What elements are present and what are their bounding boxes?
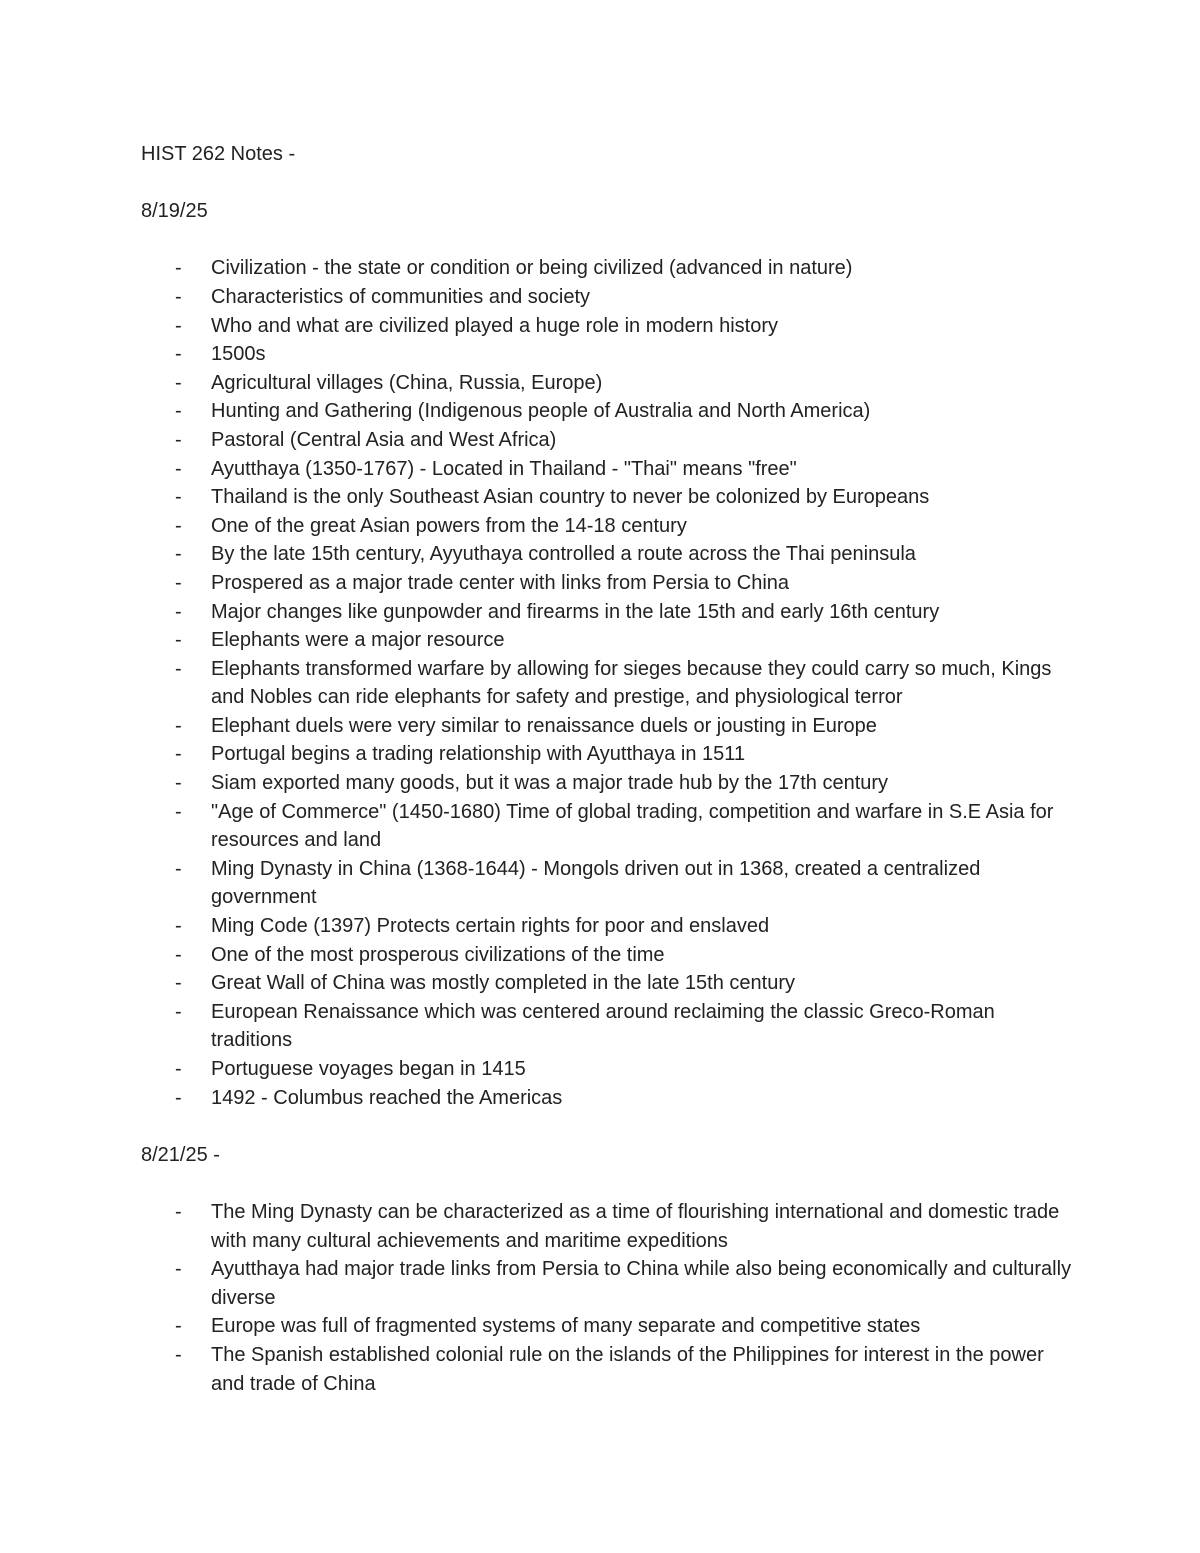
bullet-dash: - [175, 343, 182, 366]
list-item [141, 340, 1081, 369]
list-item [141, 455, 1081, 484]
list-item-text: One of the most prosperous civilizations of the time [211, 943, 665, 966]
list-item-text: Civilization - the state or condition or being civilized (advanced in nature) [211, 257, 853, 280]
bullet-dash: - [175, 915, 182, 938]
list-item-text: Great Wall of China was mostly completed in the late 15th century [211, 972, 795, 995]
list-item [141, 655, 1081, 712]
list-item-text: Siam exported many goods, but it was a major trade hub by the 17th century [211, 772, 889, 795]
list-item [141, 483, 1081, 512]
list-item-text: Elephants transformed warfare by allowing for sieges because they could carry so much, Kings and Nobles can ride elephants for safety and prestige, and physiological terror [211, 657, 1052, 709]
list-item [141, 740, 1081, 769]
bullet-dash: - [175, 743, 182, 766]
bullet-dash: - [175, 943, 182, 966]
bullet-dash: - [175, 857, 182, 880]
bullet-dash: - [175, 1086, 182, 1109]
list-item [141, 254, 1081, 283]
list-item [141, 397, 1081, 426]
list-item [141, 512, 1081, 541]
list-item-text: Thailand is the only Southeast Asian country to never be colonized by Europeans [211, 486, 930, 509]
list-item [141, 569, 1081, 598]
bullet-dash: - [175, 371, 182, 394]
notes-list [141, 254, 1081, 1112]
list-item [141, 598, 1081, 627]
list-item-text: Characteristics of communities and society [211, 285, 591, 308]
list-item [141, 941, 1081, 970]
list-item [141, 312, 1081, 341]
bullet-dash: - [175, 1258, 182, 1281]
bullet-dash: - [175, 257, 182, 280]
list-item-text: One of the great Asian powers from the 14-18 century [211, 514, 687, 537]
section-date: 8/21/25 - [141, 1143, 220, 1166]
bullet-dash: - [175, 457, 182, 480]
list-item-text: Major changes like gunpowder and firearms in the late 15th and early 16th century [211, 600, 940, 623]
list-item-text: 1492 - Columbus reached the Americas [211, 1086, 563, 1109]
bullet-dash: - [175, 1000, 182, 1023]
list-item-text: Hunting and Gathering (Indigenous people of Australia and North America) [211, 400, 871, 423]
list-item-text: "Age of Commerce" (1450-1680) Time of global trading, competition and warfare in S.E Asia for resources and land [211, 800, 1054, 852]
list-item [141, 712, 1081, 741]
list-item [141, 540, 1081, 569]
bullet-dash: - [175, 1343, 182, 1366]
bullet-dash: - [175, 1200, 182, 1223]
list-item [141, 1255, 1081, 1312]
list-item-text: The Spanish established colonial rule on the islands of the Philippines for interest in the power and trade of China [211, 1343, 1044, 1395]
list-item-text: Elephant duels were very similar to renaissance duels or jousting in Europe [211, 714, 877, 737]
bullet-dash: - [175, 486, 182, 509]
bullet-dash: - [175, 629, 182, 652]
list-item-text: Ming Code (1397) Protects certain rights for poor and enslaved [211, 915, 770, 938]
list-item [141, 1084, 1081, 1113]
list-item-text: Portugal begins a trading relationship with Ayutthaya in 1511 [211, 743, 746, 766]
list-item-text: Elephants were a major resource [211, 629, 505, 652]
bullet-dash: - [175, 285, 182, 308]
list-item [141, 969, 1081, 998]
list-item-text: Ayutthaya had major trade links from Persia to China while also being economically and culturally diverse [211, 1258, 1072, 1309]
bullet-dash: - [175, 772, 182, 795]
section-date: 8/19/25 [141, 200, 208, 223]
list-item-text: Agricultural villages (China, Russia, Europe) [211, 371, 603, 394]
bullet-dash: - [175, 400, 182, 423]
list-item-text: Ayutthaya (1350-1767) - Located in Thailand - "Thai" means "free" [211, 457, 797, 480]
list-item [141, 912, 1081, 941]
bullet-dash: - [175, 1315, 182, 1338]
list-item [141, 855, 1081, 912]
list-item [141, 1198, 1081, 1255]
document-content [141, 140, 1081, 1398]
bullet-dash: - [175, 428, 182, 451]
bullet-dash: - [175, 972, 182, 995]
list-item [141, 626, 1081, 655]
list-item [141, 1055, 1081, 1084]
bullet-dash: - [175, 600, 182, 623]
list-item-text: Europe was full of fragmented systems of many separate and competitive states [211, 1315, 921, 1338]
list-item-text: Ming Dynasty in China (1368-1644) - Mongols driven out in 1368, created a centralized government [211, 857, 981, 909]
notes-list [141, 1198, 1081, 1398]
list-item [141, 283, 1081, 312]
list-item-text: 1500s [211, 343, 266, 366]
list-item-text: The Ming Dynasty can be characterized as a time of flourishing international and domestic trade with many cultural achievements and maritime expeditions [211, 1200, 1060, 1252]
bullet-dash: - [175, 657, 182, 680]
document-title: HIST 262 Notes - [141, 143, 296, 165]
list-item-text: Pastoral (Central Asia and West Africa) [211, 428, 557, 451]
bullet-dash: - [175, 314, 182, 337]
list-item [141, 426, 1081, 455]
list-item-text: Prospered as a major trade center with links from Persia to China [211, 571, 790, 594]
bullet-dash: - [175, 543, 182, 566]
bullet-dash: - [175, 1058, 182, 1080]
list-item-text: European Renaissance which was centered around reclaiming the classic Greco-Roman traditions [211, 1000, 995, 1052]
bullet-dash: - [175, 571, 182, 594]
list-item [141, 1341, 1081, 1398]
list-item-text: By the late 15th century, Ayyuthaya controlled a route across the Thai peninsula [211, 543, 916, 566]
list-item [141, 369, 1081, 398]
list-item-text: Portuguese voyages began in 1415 [211, 1058, 526, 1080]
bullet-dash: - [175, 714, 182, 737]
list-item [141, 998, 1081, 1055]
bullet-dash: - [175, 514, 182, 537]
list-item [141, 798, 1081, 855]
list-item-text: Who and what are civilized played a huge role in modern history [211, 314, 778, 337]
bullet-dash: - [175, 800, 182, 823]
list-item [141, 769, 1081, 798]
list-item [141, 1312, 1081, 1341]
